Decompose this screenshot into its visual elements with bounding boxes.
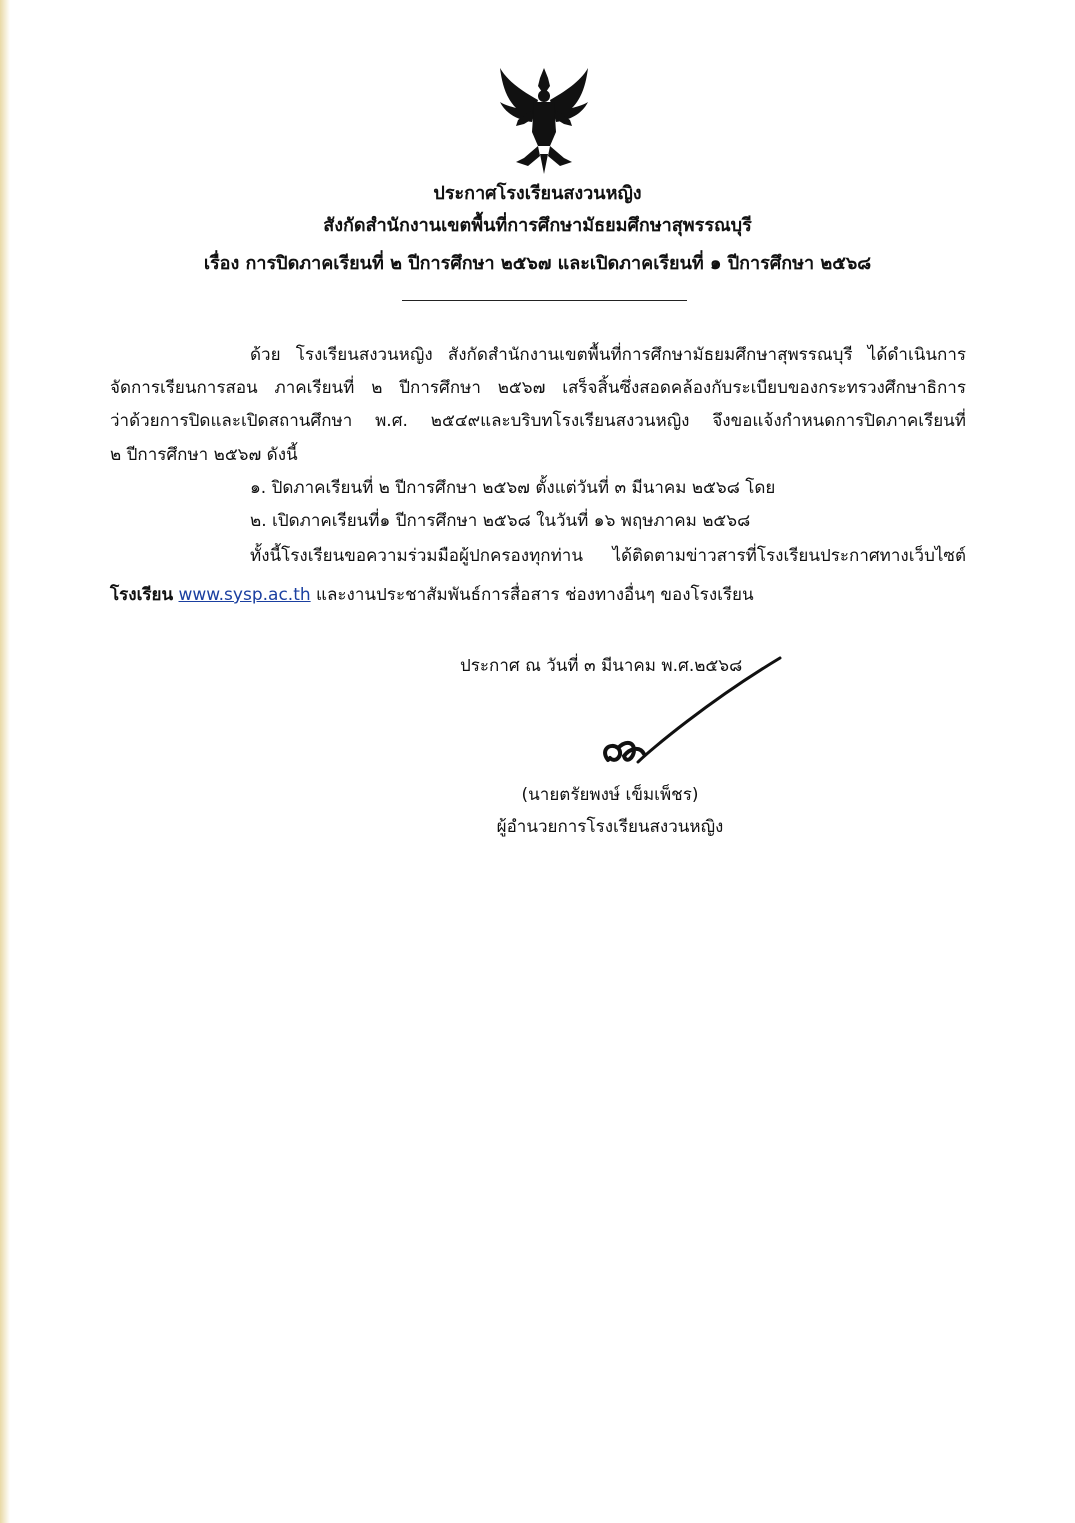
header-divider [402, 300, 687, 301]
header-line-1: ประกาศโรงเรียนสงวนหญิง [433, 183, 642, 204]
list-item-2: ๒. เปิดภาคเรียนที่๑ ปีการศึกษา ๒๕๖๘ ในวันที่ ๑๖ พฤษภาคม ๒๕๖๘ [250, 511, 751, 531]
signer-name: (นายตรัยพงษ์ เข็มเพ็ชร) [521, 785, 699, 805]
para1-line3: ว่าด้วยการปิดและเปิดสถานศึกษา พ.ศ. ๒๕๔๙และบริบทโรงเรียนสงวนหญิง จึงขอแจ้งกำหนดการปิดภาคเรียนที่ [110, 411, 966, 431]
para2-line2 [110, 580, 754, 610]
para1-line1: ด้วย โรงเรียนสงวนหญิง สังกัดสำนักงานเขตพื้นที่การศึกษามัธยมศึกษาสุพรรณบุรี ได้ดำเนินการ [250, 345, 966, 365]
signer-title: ผู้อำนวยการโรงเรียนสงวนหญิง [496, 817, 724, 837]
handwritten-signature [590, 650, 790, 780]
header-line-2: สังกัดสำนักงานเขตพื้นที่การศึกษามัธยมศึกษาสุพรรณบุรี [323, 215, 752, 236]
header-subject: เรื่อง การปิดภาคเรียนที่ ๒ ปีการศึกษา ๒๕๖๗ และเปิดภาคเรียนที่ ๑ ปีการศึกษา ๒๕๖๘ [203, 253, 872, 274]
list-item-1: ๑. ปิดภาคเรียนที่ ๒ ปีการศึกษา ๒๕๖๗ ตั้งแต่วันที่ ๓ มีนาคม ๒๕๖๘ โดย [250, 478, 776, 498]
announce-date: ประกาศ ณ วันที่ ๓ มีนาคม พ.ศ.๒๕๖๘ [460, 656, 743, 676]
garuda-emblem-icon [494, 62, 594, 178]
para1-line4: ๒ ปีการศึกษา ๒๕๖๗ ดังนี้ [110, 445, 298, 465]
para2-rest: และงานประชาสัมพันธ์การสื่อสาร ช่องทางอื่นๆ ของโรงเรียน [316, 585, 754, 605]
para2-bold-word: โรงเรียน [110, 585, 174, 605]
school-website-link[interactable]: www.sysp.ac.th [178, 585, 311, 605]
para2-line1: ทั้งนี้โรงเรียนขอความร่วมมือผู้ปกครองทุกท่าน ได้ติดตามข่าวสารที่โรงเรียนประกาศทางเว็บไซต์ [250, 546, 966, 566]
para1-line2: จัดการเรียนการสอน ภาคเรียนที่ ๒ ปีการศึกษา ๒๕๖๗ เสร็จสิ้นซึ่งสอดคล้องกับระเบียบของกระทรวงศึกษาธิการ [110, 378, 966, 398]
